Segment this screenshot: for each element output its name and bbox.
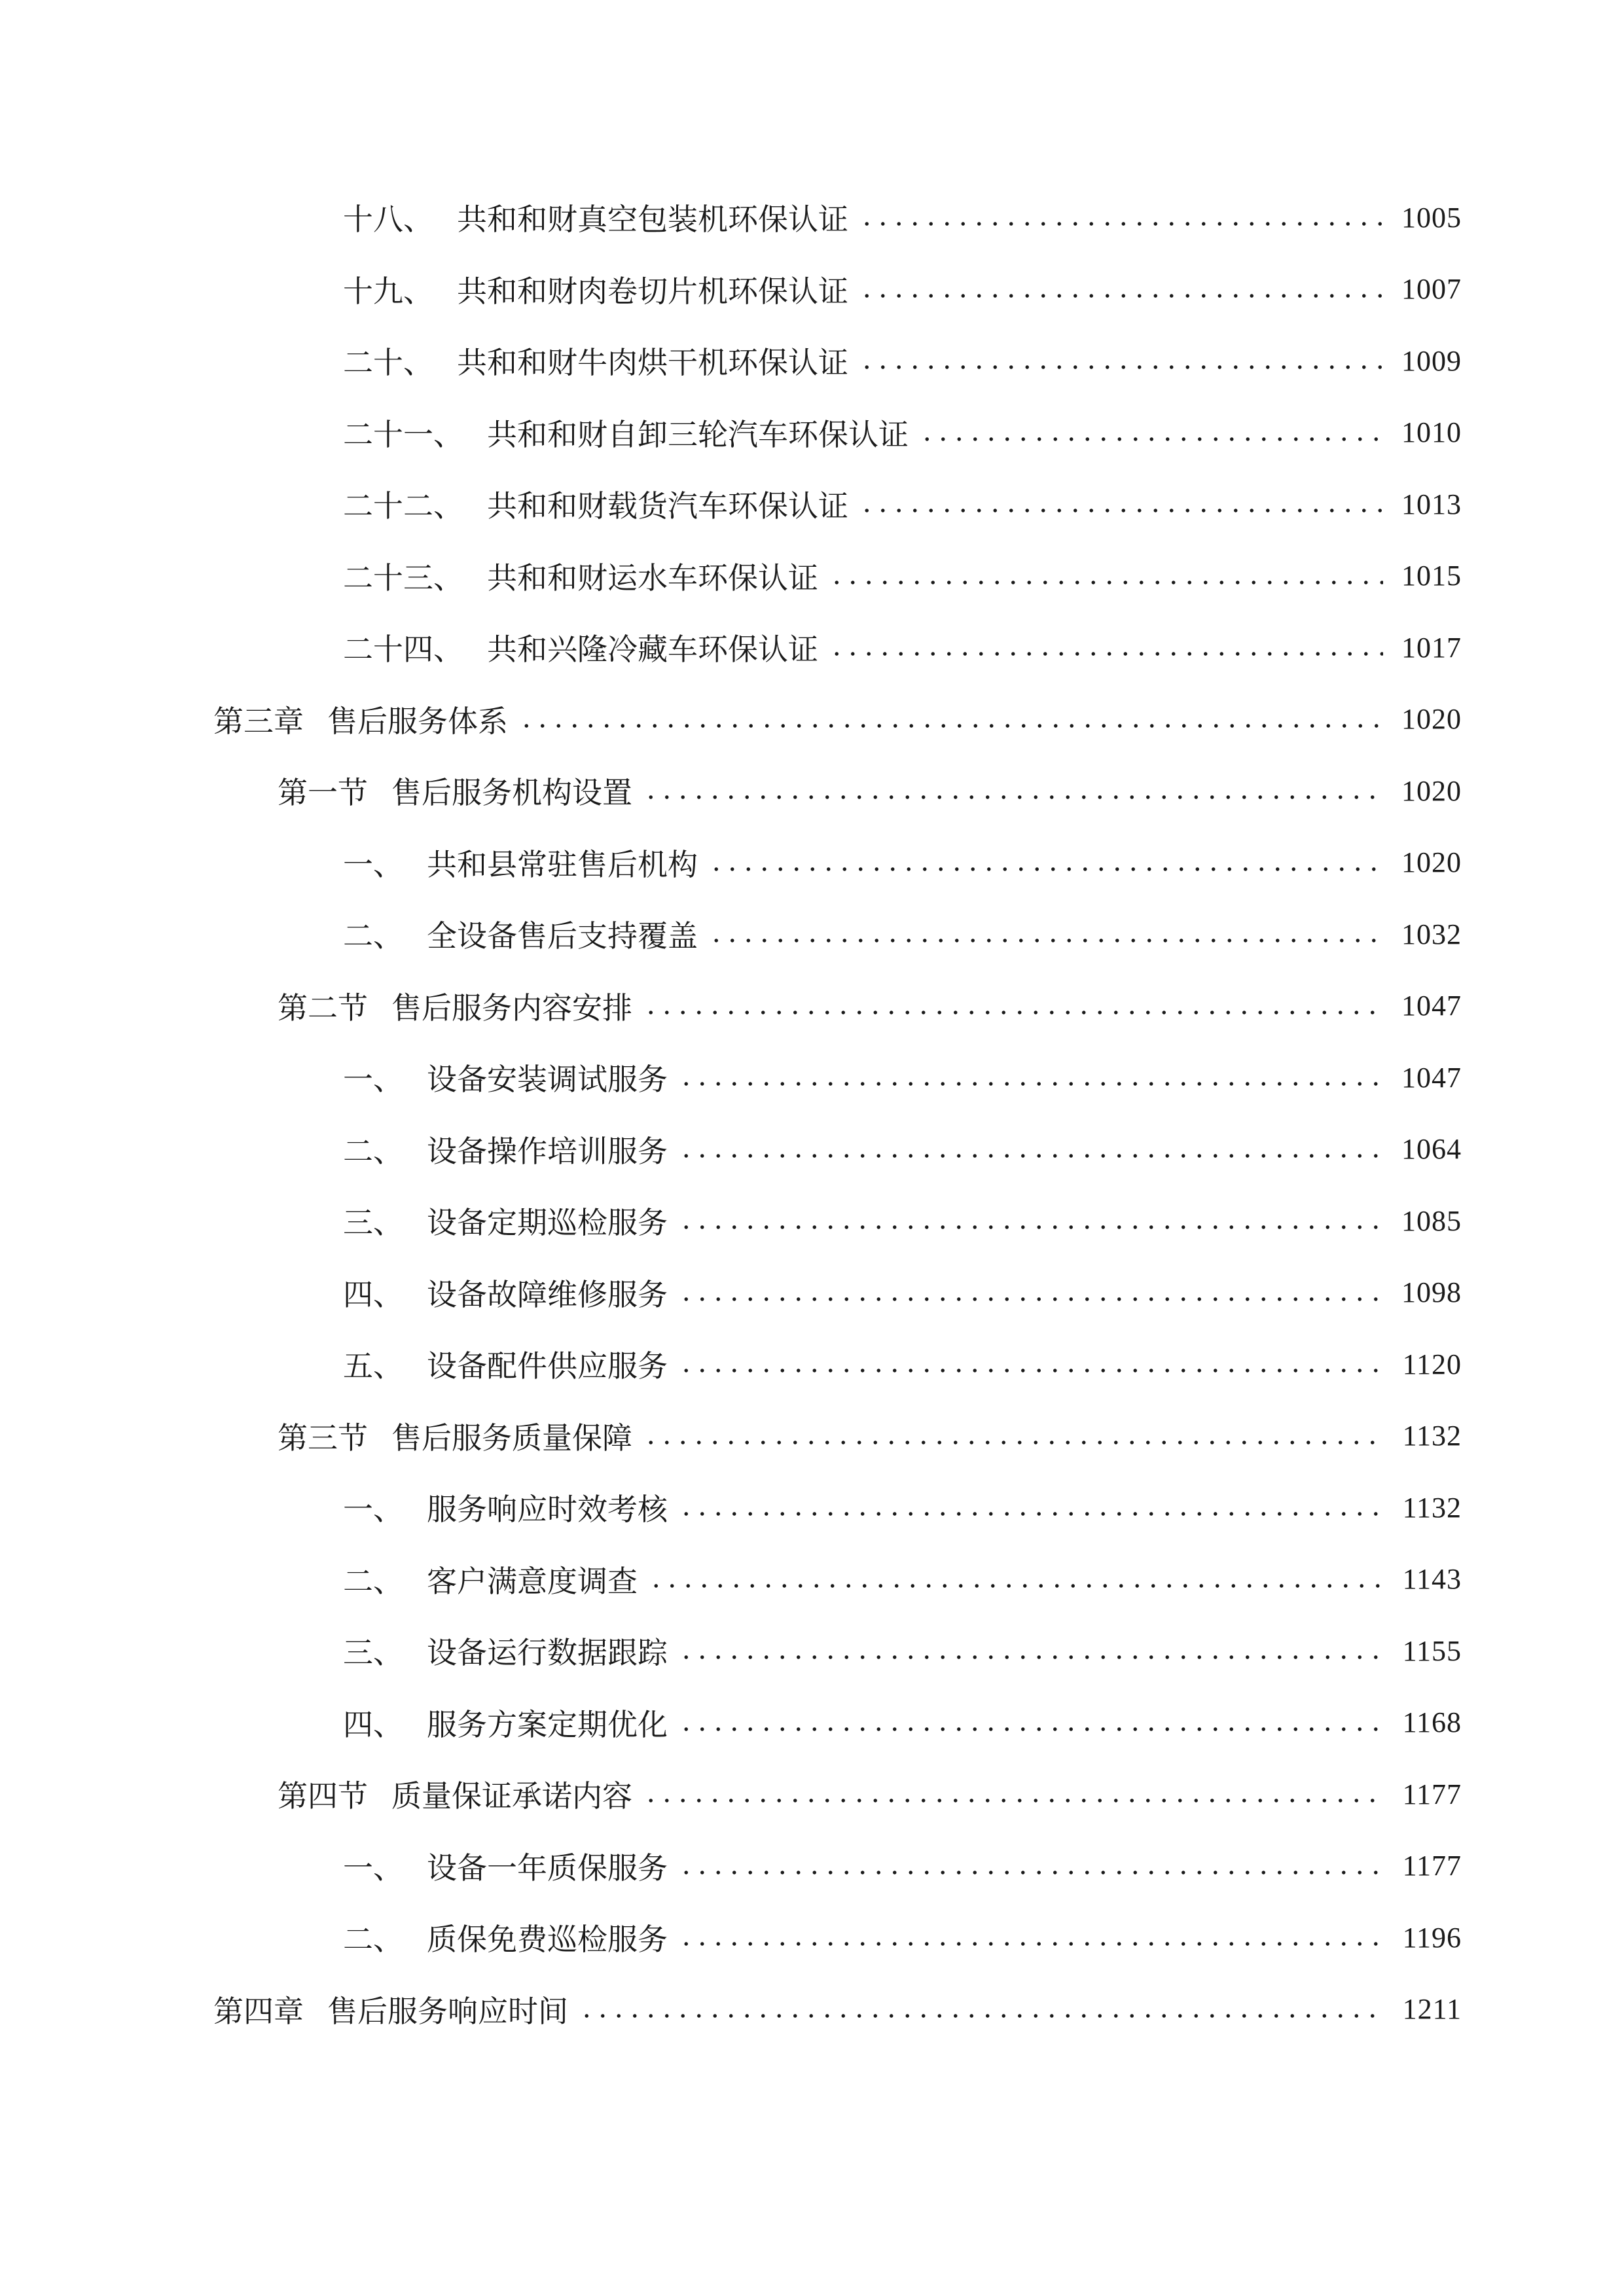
toc-dot-leader <box>708 938 1383 943</box>
toc-entry-number: 二十二、 <box>343 488 463 524</box>
toc-entry-number: 二、 <box>343 1922 403 1957</box>
toc-dot-leader <box>678 1297 1383 1302</box>
toc-entry-page-number: 1009 <box>1401 344 1462 377</box>
toc-dot-leader <box>859 293 1383 298</box>
toc-entry-title: 客户满意度调查 <box>427 1563 638 1599</box>
toc-dot-leader <box>678 1727 1384 1732</box>
toc-dot-leader <box>643 1010 1383 1015</box>
toc-entry-page-number: 1177 <box>1402 1778 1462 1810</box>
toc-entry[interactable] <box>0 761 1624 820</box>
toc-entry[interactable] <box>0 1048 1624 1107</box>
toc-entry[interactable] <box>0 1621 1624 1680</box>
toc-entry[interactable] <box>0 977 1624 1035</box>
toc-entry-title: 质保免费巡检服务 <box>427 1922 668 1957</box>
toc-entry-number: 一、 <box>343 1062 403 1097</box>
toc-entry-title: 设备操作培训服务 <box>427 1133 668 1169</box>
toc-entry-number: 第四节 <box>278 1778 368 1814</box>
toc-entry-number: 四、 <box>343 1706 403 1742</box>
toc-entry-title: 共和和财自卸三轮汽车环保认证 <box>487 416 909 452</box>
toc-entry-number: 二十四、 <box>343 632 463 667</box>
toc-entry-title: 售后服务响应时间 <box>327 1993 568 2029</box>
toc-entry-title: 共和和财肉卷切片机环保认证 <box>457 273 848 309</box>
toc-entry-page-number: 1047 <box>1401 990 1462 1022</box>
toc-dot-leader <box>643 1798 1384 1803</box>
toc-entry-page-number: 1120 <box>1402 1348 1462 1380</box>
toc-entry-title: 售后服务机构设置 <box>391 775 632 810</box>
toc-dot-leader <box>829 580 1383 585</box>
toc-entry-page-number: 1132 <box>1402 1491 1462 1524</box>
toc-entry-page-number: 1143 <box>1402 1563 1462 1595</box>
toc-entry-number: 三、 <box>343 1635 403 1670</box>
toc-dot-leader <box>829 651 1383 656</box>
toc-dot-leader <box>678 1511 1384 1516</box>
toc-entry-number: 一、 <box>343 846 403 882</box>
toc-entry-page-number: 1017 <box>1401 631 1462 664</box>
toc-entry-title: 服务方案定期优化 <box>427 1706 668 1742</box>
toc-entry-page-number: 1015 <box>1401 560 1462 592</box>
toc-entry[interactable] <box>0 1263 1624 1322</box>
toc-entry-title: 设备安装调试服务 <box>427 1062 668 1097</box>
toc-entry[interactable] <box>0 1120 1624 1179</box>
toc-entry-title: 服务响应时效考核 <box>427 1492 668 1527</box>
toc-entry[interactable] <box>0 618 1624 677</box>
toc-entry-page-number: 1132 <box>1402 1420 1462 1452</box>
toc-dot-leader <box>919 437 1383 442</box>
toc-entry-title: 共和县常驻售后机构 <box>427 846 698 882</box>
toc-entry-title: 质量保证承诺内容 <box>391 1778 632 1814</box>
toc-entry[interactable] <box>0 1335 1624 1393</box>
toc-entry-number: 四、 <box>343 1276 403 1312</box>
toc-entry-title: 共和和财运水车环保认证 <box>487 560 818 596</box>
toc-dot-leader <box>678 1870 1384 1875</box>
toc-entry-title: 设备故障维修服务 <box>427 1276 668 1312</box>
toc-entry[interactable] <box>0 690 1624 749</box>
toc-dot-leader <box>648 1583 1384 1588</box>
toc-dot-leader <box>678 1225 1383 1230</box>
toc-entry-number: 第三节 <box>278 1420 368 1456</box>
toc-entry-page-number: 1211 <box>1402 1993 1462 2025</box>
toc-entry-number: 二、 <box>343 1563 403 1599</box>
toc-entry-number: 第一节 <box>278 775 368 810</box>
toc-entry-number: 二、 <box>343 1133 403 1169</box>
toc-dot-leader <box>708 867 1383 872</box>
toc-entry-page-number: 1020 <box>1401 703 1462 735</box>
toc-entry-number: 一、 <box>343 1850 403 1886</box>
toc-entry-page-number: 1020 <box>1401 774 1462 807</box>
toc-entry[interactable] <box>0 260 1624 319</box>
toc-entry-page-number: 1020 <box>1401 846 1462 878</box>
toc-entry-page-number: 1013 <box>1401 488 1462 520</box>
toc-dot-leader <box>678 1655 1384 1660</box>
toc-entry-number: 第三章 <box>213 703 304 739</box>
toc-entry[interactable] <box>0 1478 1624 1537</box>
toc-entry-title: 共和兴隆冷藏车环保认证 <box>487 632 818 667</box>
toc-entry-page-number: 1064 <box>1401 1133 1462 1165</box>
toc-entry-page-number: 1047 <box>1401 1061 1462 1094</box>
toc-dot-leader <box>678 1941 1384 1946</box>
toc-entry[interactable] <box>0 1837 1624 1895</box>
toc-entry-number: 二、 <box>343 918 403 954</box>
toc-entry-page-number: 1196 <box>1402 1921 1462 1954</box>
toc-entry[interactable] <box>0 905 1624 963</box>
toc-entry-number: 十八、 <box>343 202 433 237</box>
toc-entry[interactable] <box>0 1191 1624 1250</box>
toc-entry-title: 共和和财真空包装机环保认证 <box>457 202 848 237</box>
toc-entry[interactable] <box>0 547 1624 605</box>
toc-entry-title: 设备配件供应服务 <box>427 1348 668 1384</box>
toc-entry-number: 二十、 <box>343 345 433 380</box>
toc-entry-title: 全设备售后支持覆盖 <box>427 918 698 954</box>
toc-entry-page-number: 1098 <box>1401 1276 1462 1308</box>
toc-entry-title: 设备一年质保服务 <box>427 1850 668 1886</box>
toc-dot-leader <box>643 1440 1384 1445</box>
toc-entry-page-number: 1177 <box>1402 1850 1462 1882</box>
toc-entry-page-number: 1010 <box>1401 416 1462 448</box>
toc-entry[interactable] <box>0 1980 1624 2039</box>
toc-entry-number: 十九、 <box>343 273 433 309</box>
toc-entry-number: 三、 <box>343 1205 403 1240</box>
toc-entry-number: 二十三、 <box>343 560 463 596</box>
toc-entry[interactable] <box>0 403 1624 462</box>
toc-entry-title: 共和和财牛肉烘干机环保认证 <box>457 345 848 380</box>
toc-entry-page-number: 1168 <box>1402 1706 1462 1738</box>
toc-entry[interactable] <box>0 1693 1624 1752</box>
toc-entry-number: 一、 <box>343 1492 403 1527</box>
toc-entry-number: 五、 <box>343 1348 403 1384</box>
toc-entry-page-number: 1085 <box>1401 1204 1462 1237</box>
toc-dot-leader <box>643 795 1383 800</box>
toc-entry-title: 设备运行数据跟踪 <box>427 1635 668 1670</box>
toc-entry-number: 二十一、 <box>343 416 463 452</box>
toc-entry[interactable] <box>0 833 1624 892</box>
toc-entry[interactable] <box>0 1765 1624 1823</box>
toc-dot-leader <box>859 221 1383 226</box>
toc-entry-title: 售后服务质量保障 <box>391 1420 632 1456</box>
toc-entry[interactable] <box>0 475 1624 533</box>
toc-entry-number: 第二节 <box>278 990 368 1026</box>
toc-dot-leader <box>579 2013 1384 2018</box>
toc-entry-number: 第四章 <box>213 1993 304 2029</box>
toc-entry-title: 售后服务内容安排 <box>391 990 632 1026</box>
toc-dot-leader <box>678 1368 1384 1373</box>
toc-entry[interactable] <box>0 331 1624 390</box>
toc-entry-title: 售后服务体系 <box>327 703 508 739</box>
toc-dot-leader <box>678 1081 1383 1086</box>
toc-entry-page-number: 1005 <box>1401 201 1462 234</box>
toc-entry[interactable] <box>0 1407 1624 1465</box>
toc-entry[interactable] <box>0 188 1624 247</box>
toc-entry-title: 共和和财载货汽车环保认证 <box>487 488 848 524</box>
toc-entry-page-number: 1007 <box>1401 273 1462 305</box>
toc-entry-page-number: 1032 <box>1401 918 1462 950</box>
toc-dot-leader <box>678 1153 1383 1158</box>
toc-dot-leader <box>518 723 1383 728</box>
toc-dot-leader <box>859 365 1383 370</box>
toc-entry-page-number: 1155 <box>1402 1634 1462 1667</box>
toc-dot-leader <box>859 508 1383 513</box>
toc-entry-title: 设备定期巡检服务 <box>427 1205 668 1240</box>
toc-entry[interactable] <box>0 1908 1624 1967</box>
toc-entry[interactable] <box>0 1550 1624 1609</box>
